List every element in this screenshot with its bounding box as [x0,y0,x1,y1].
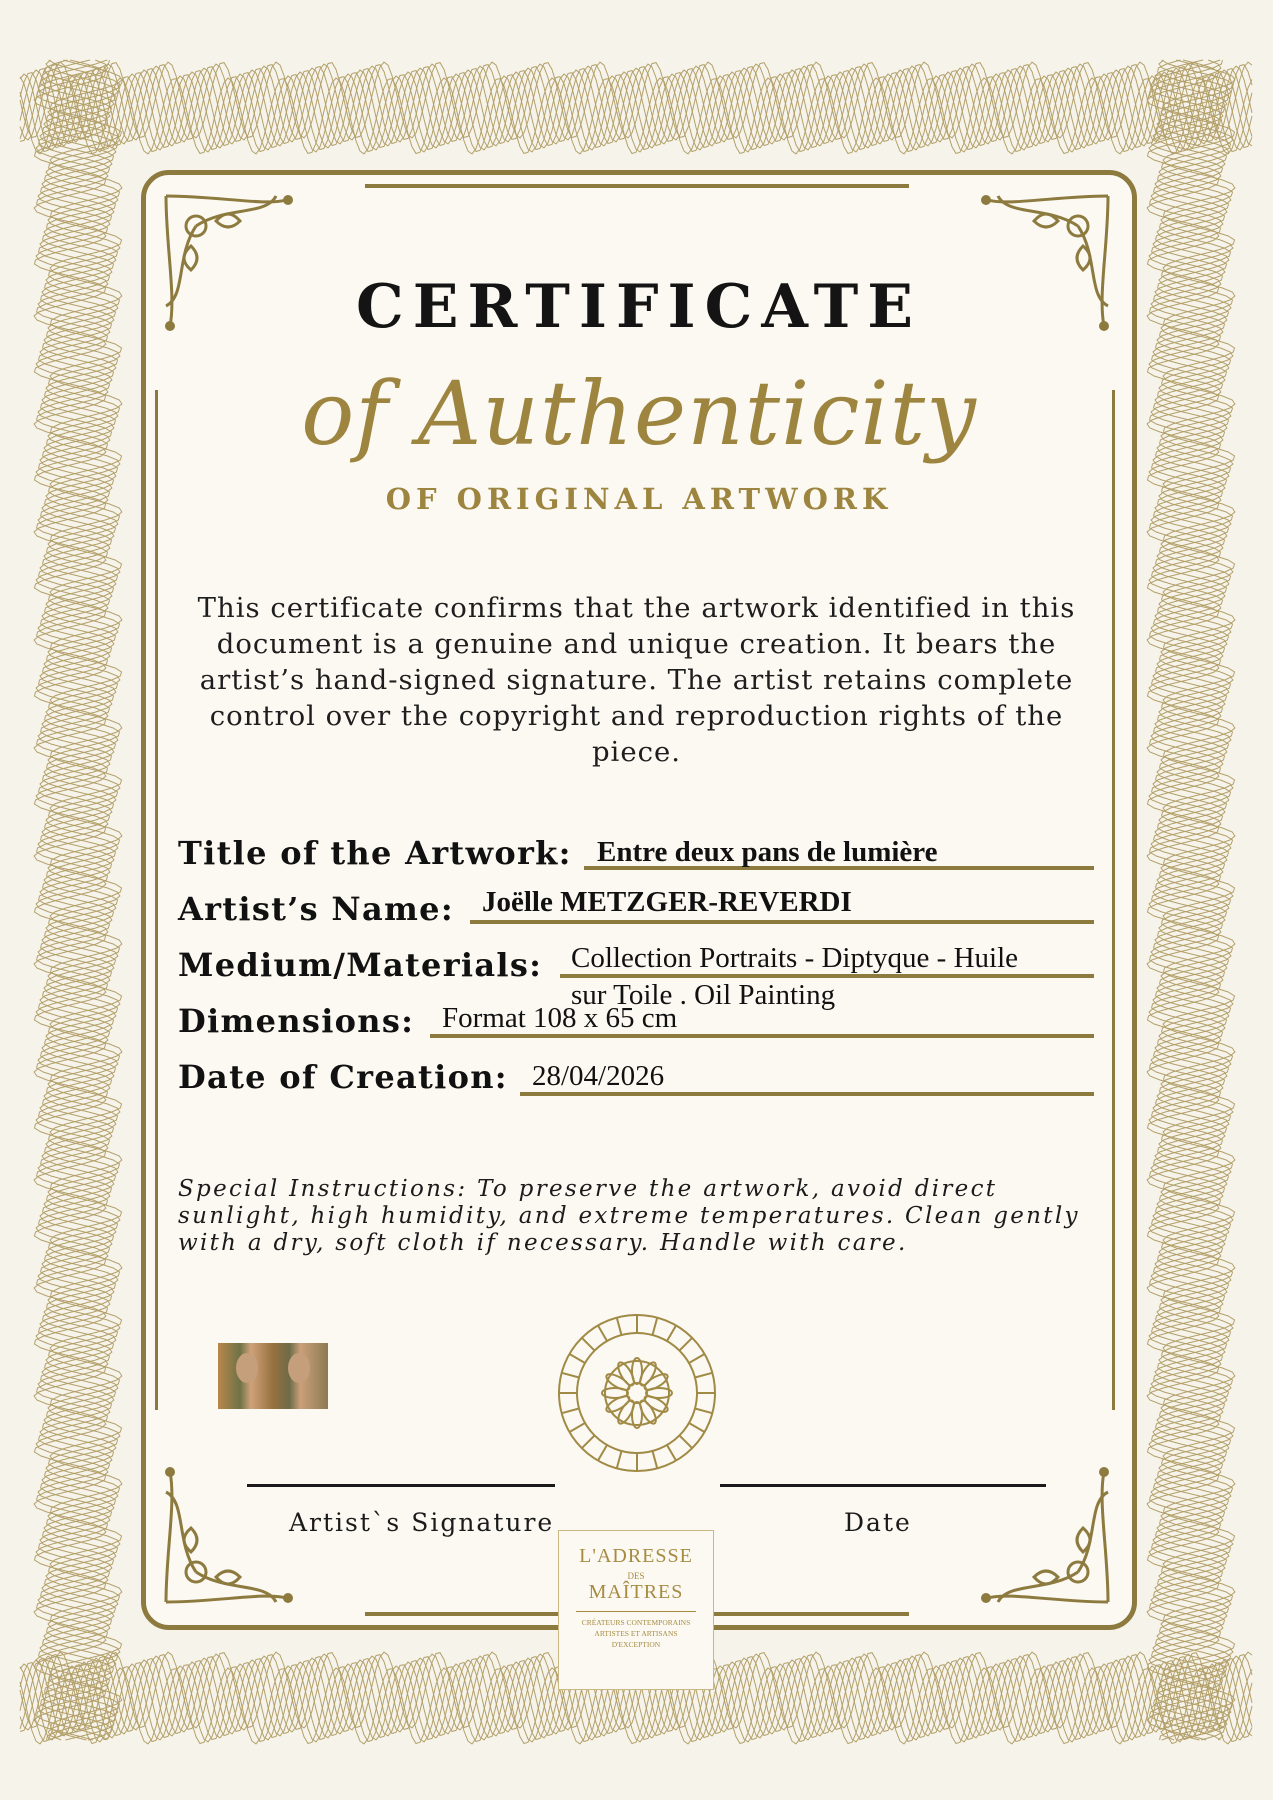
artist-name-value: Joëlle METZGER-REVERDI [482,886,852,918]
artist-signature-label: Artist`s Signature [289,1508,555,1537]
dimensions-value: Format 108 x 65 cm [442,1002,678,1034]
special-instructions: Special Instructions: To preserve the artwork, avoid direct sunlight, high humidity, and extreme temperatures. Clean gently with a dry, soft cloth if necessary. Handle with care. [178,1176,1080,1256]
certificate-tagline: OF ORIGINAL ARTWORK [385,482,893,516]
medium-value-line1: Collection Portraits - Diptyque - Huile [571,942,1019,974]
medium-value-line2: sur Toile . Oil Painting [571,979,836,1011]
artist-name-label: Artist’s Name: [178,890,454,928]
intro-paragraph: This certificate confirms that the artwork identified in this document is a genuine and unique creation. It bears the artist’s hand-signed signature. The artist retains complete control over the copyright and reproduction rights of the piece. [197,592,1076,768]
logo-tagline3: D'EXCEPTION [611,1640,661,1649]
certificate-title: CERTIFICATE [355,272,923,342]
creation-date-label: Date of Creation: [178,1058,508,1096]
artwork-title-value: Entre deux pans de lumière [597,836,938,868]
creation-date-value: 28/04/2026 [532,1060,665,1092]
logo-divider [576,1611,696,1612]
right-rule [1112,390,1115,1410]
dimensions-label: Dimensions: [178,1002,415,1040]
medium-label: Medium/Materials: [178,946,543,984]
logo-line1: L'ADRESSE [579,1545,693,1567]
date-signature-label: Date [844,1508,912,1537]
certificate-subtitle: of Authenticity [301,362,977,465]
artwork-thumbnail [218,1343,328,1409]
logo-tagline2: ARTISTES ET ARTISANS [594,1629,678,1638]
brand-logo [558,1530,714,1690]
logo-line2: DES [627,1571,645,1581]
logo-tagline1: CRÉATEURS CONTEMPORAINS [581,1618,691,1627]
seal-icon [556,1312,718,1474]
top-rule [365,184,909,188]
logo-line3: MAÎTRES [588,1581,684,1603]
artwork-title-label: Title of the Artwork: [178,834,572,872]
date-signature-line [720,1484,1046,1487]
left-rule [155,390,158,1410]
artist-name-line [470,920,1094,924]
artist-signature-line [247,1484,555,1487]
